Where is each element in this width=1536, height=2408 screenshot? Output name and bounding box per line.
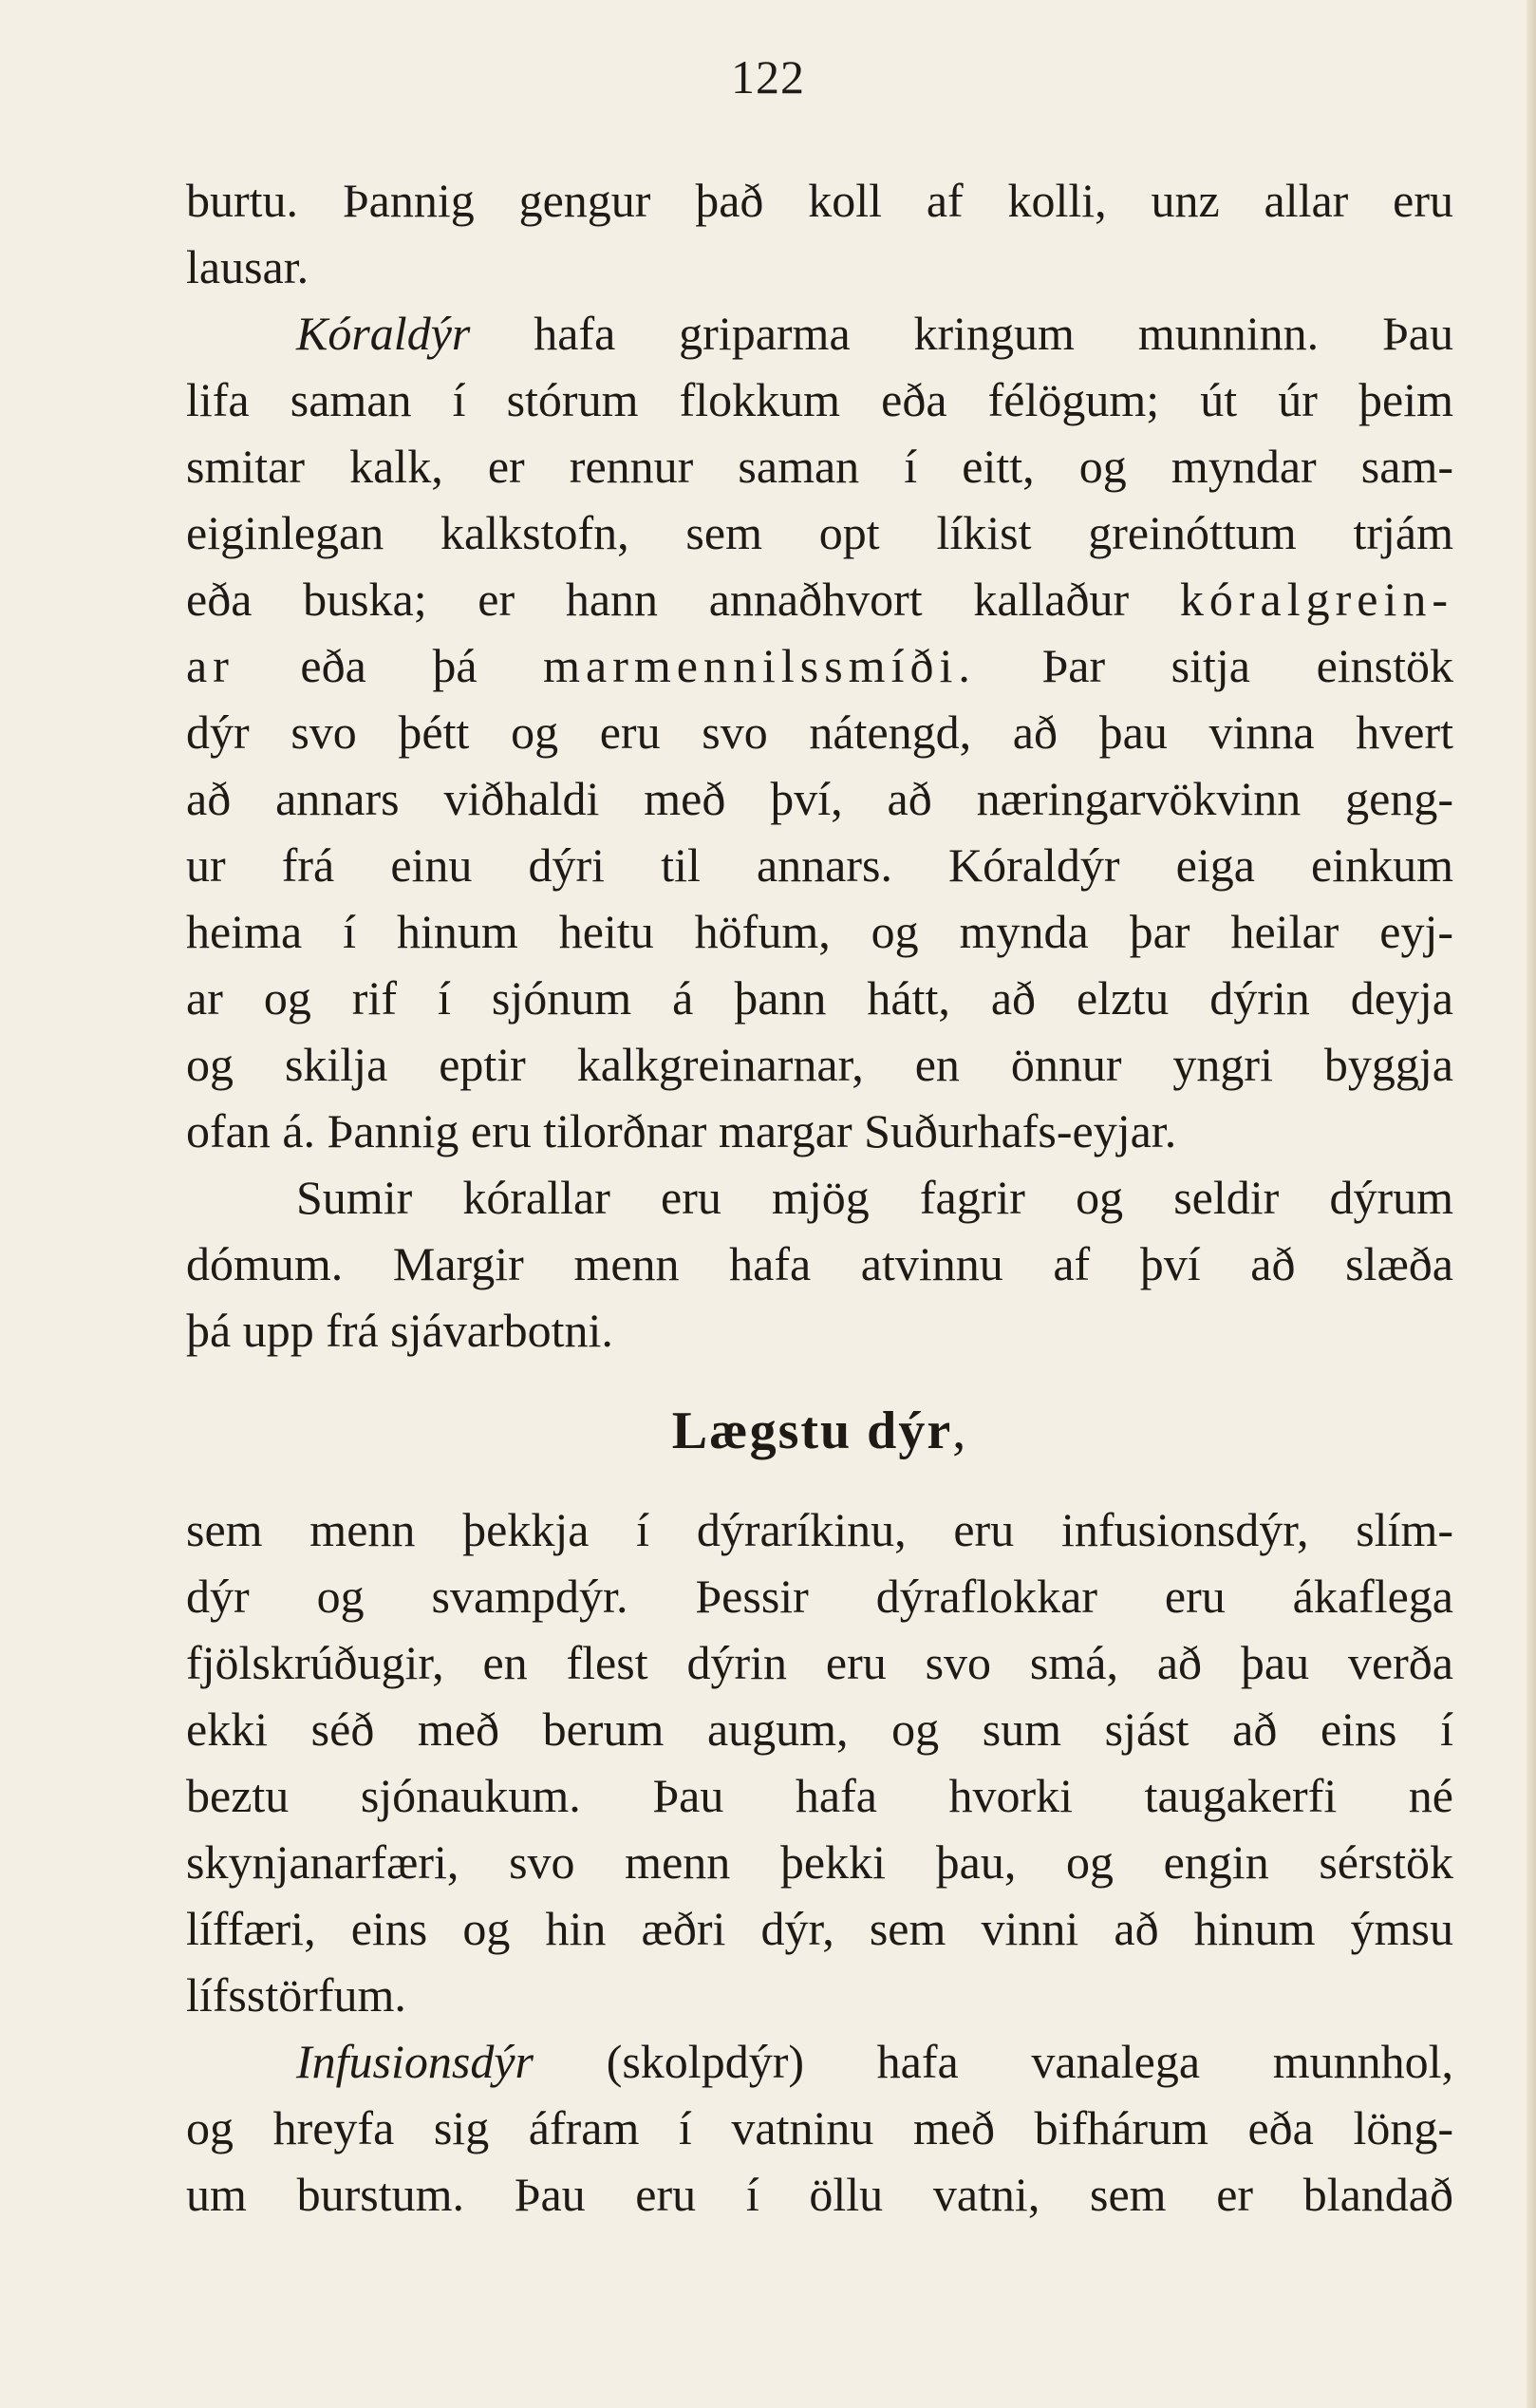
paragraph-laegstu-dyr bbox=[186, 1496, 1453, 2028]
text-segment: eða buska; er hann annaðhvort kallaður bbox=[186, 573, 1130, 626]
term-infusionsdyr: Infusionsdýr bbox=[296, 2035, 534, 2088]
heading-punct: , bbox=[952, 1402, 968, 1460]
text-line: lífsstörfum. bbox=[186, 1968, 406, 2022]
text-segment: Þar sitja einstök bbox=[1041, 639, 1453, 692]
page-number: 122 bbox=[731, 50, 805, 103]
text-line: fjölskrúðugir, en flest dýrin eru svo smá, að þau verða bbox=[186, 1636, 1453, 1689]
text-line: lausar. bbox=[186, 240, 309, 293]
text-line bbox=[186, 566, 1453, 632]
heading-title: Lægstu dýr bbox=[671, 1402, 953, 1460]
paragraph-1 bbox=[186, 167, 1453, 300]
paragraph-infusionsdyr bbox=[186, 2028, 1453, 2228]
text-line: burtu. Þannig gengur það koll af kolli, unz allar eru bbox=[186, 174, 1453, 227]
text-line: eiginlegan kalkstofn, sem opt líkist greinóttum trjám bbox=[186, 506, 1453, 559]
text-line: lifa saman í stórum flokkum eða félögum; út úr þeim bbox=[186, 373, 1453, 426]
text-segment: (skolpdýr) hafa vanalega munnhol, bbox=[606, 2035, 1454, 2088]
text-line: beztu sjónaukum. Þau hafa hvorki taugakerfi né bbox=[186, 1769, 1453, 1822]
section-heading bbox=[186, 1365, 1453, 1496]
text-line: ur frá einu dýri til annars. Kóraldýr eiga einkum bbox=[186, 838, 1453, 892]
spaced-term-ar: ar bbox=[186, 639, 234, 692]
term-koraldyr: Kóraldýr bbox=[296, 307, 471, 360]
text-line: dómum. Margir menn hafa atvinnu af því að slæða bbox=[186, 1237, 1453, 1290]
text-line: dýr og svampdýr. Þessir dýraflokkar eru ákaflega bbox=[186, 1570, 1453, 1623]
body-text bbox=[186, 167, 1453, 2228]
paragraph-korallar bbox=[186, 1164, 1453, 1364]
text-line bbox=[186, 300, 1453, 367]
text-line: ar og rif í sjónum á þann hátt, að elztu dýrin deyja bbox=[186, 971, 1453, 1025]
text-line bbox=[186, 632, 1453, 699]
text-line: smitar kalk, er rennur saman í eitt, og myndar sam- bbox=[186, 440, 1453, 493]
text-line: og hreyfa sig áfram í vatninu með bifhárum eða löng- bbox=[186, 2101, 1453, 2154]
page-edge-shadow bbox=[1527, 0, 1536, 2408]
text-line bbox=[186, 2028, 1453, 2095]
text-line: að annars viðhaldi með því, að næringarvökvinn geng- bbox=[186, 772, 1453, 825]
spaced-term-marmennilssmidi: marmennilssmíði. bbox=[543, 639, 976, 692]
text-line: heima í hinum heitu höfum, og mynda þar heilar eyj- bbox=[186, 905, 1453, 958]
text-line: þá upp frá sjávarbotni. bbox=[186, 1304, 613, 1357]
text-line: skynjanarfæri, svo menn þekki þau, og engin sérstök bbox=[186, 1835, 1453, 1889]
text-line: dýr svo þétt og eru svo nátengd, að þau vinna hvert bbox=[186, 705, 1453, 759]
text-line: og skilja eptir kalkgreinarnar, en önnur yngri byggja bbox=[186, 1038, 1453, 1091]
spaced-term-koralgrein: kóralgrein- bbox=[1179, 573, 1453, 626]
paragraph-koraldyr bbox=[186, 300, 1453, 1164]
text-line: líffæri, eins og hin æðri dýr, sem vinni að hinum ýmsu bbox=[186, 1902, 1453, 1955]
text-line: Sumir kórallar eru mjög fagrir og seldir dýrum bbox=[296, 1171, 1453, 1224]
text-line: ofan á. Þannig eru tilorðnar margar Suðurhafs-eyjar. bbox=[186, 1104, 1177, 1157]
text-segment: eða þá bbox=[300, 639, 478, 692]
text-line: ekki séð með berum augum, og sum sjást að eins í bbox=[186, 1703, 1453, 1756]
text-segment: hafa griparma kringum munninn. Þau bbox=[534, 307, 1453, 360]
text-line: sem menn þekkja í dýraríkinu, eru infusionsdýr, slím- bbox=[186, 1503, 1453, 1556]
text-line: um burstum. Þau eru í öllu vatni, sem er blandað bbox=[186, 2168, 1453, 2221]
